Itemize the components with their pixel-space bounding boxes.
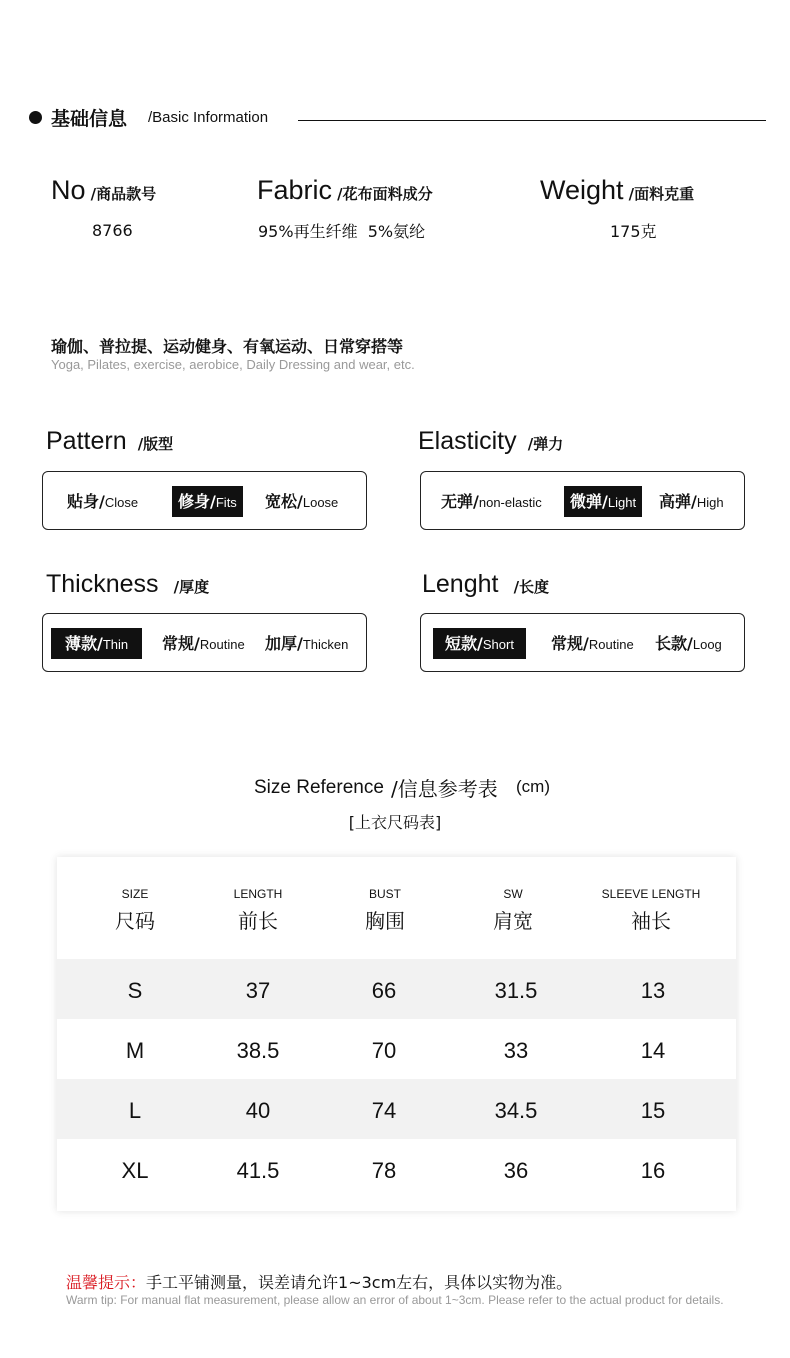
thickness-option-routine: 常规/Routine xyxy=(162,634,245,653)
info-no-label: No xyxy=(51,175,86,205)
length-option-short: 短款/Short xyxy=(433,628,526,659)
info-fabric-label: Fabric xyxy=(257,175,333,205)
uses-en: Yoga, Pilates, exercise, aerobice, Daily Dressing and wear, etc. xyxy=(51,357,415,372)
table-row xyxy=(57,959,736,1019)
elasticity-sub: /弹力 xyxy=(527,435,564,453)
thickness-option-thicken: 加厚/Thicken xyxy=(265,634,349,653)
section-title-cn: 基础信息 xyxy=(51,108,128,130)
elasticity-options xyxy=(420,471,745,530)
info-fabric xyxy=(257,175,433,206)
size-table-header xyxy=(57,857,736,958)
pattern-title: Pattern xyxy=(46,427,127,455)
length-option-routine: 常规/Routine xyxy=(551,634,634,653)
info-weight-sub: /面料克重 xyxy=(628,185,695,203)
table-row xyxy=(57,1019,736,1079)
length-option-loog: 长款/Loog xyxy=(655,634,722,653)
column-size: SIZE 尺码 xyxy=(115,887,155,933)
thickness-heading xyxy=(46,570,209,599)
length-sub: /长度 xyxy=(513,578,550,596)
elasticity-title: Elasticity xyxy=(418,427,517,455)
uses-cn: 瑜伽、普拉提、运动健身、有氧运动、日常穿搭等 xyxy=(51,337,404,356)
cell-bust: 70 xyxy=(371,1038,397,1063)
bullet-icon xyxy=(29,111,42,124)
length-heading xyxy=(422,570,549,599)
column-sw: SW 肩宽 xyxy=(493,887,533,933)
size-table xyxy=(57,857,736,1211)
cell-size: L xyxy=(128,1098,142,1123)
size-reference-subtitle: [上衣尺码表] xyxy=(348,813,442,832)
cell-sw: 34.5 xyxy=(494,1098,538,1123)
cell-sw: 36 xyxy=(503,1158,529,1183)
cell-length: 37 xyxy=(245,978,271,1003)
thickness-option-thin: 薄款/Thin xyxy=(51,628,142,659)
cell-sleeve-length: 16 xyxy=(640,1158,666,1183)
column-bust: BUST 胸围 xyxy=(365,887,405,933)
cell-length: 40 xyxy=(245,1098,271,1123)
thickness-options xyxy=(42,613,367,672)
size-reference-title-en: Size Reference xyxy=(254,777,384,798)
info-no xyxy=(51,175,156,206)
cell-sleeve-length: 14 xyxy=(640,1038,666,1063)
cell-length: 41.5 xyxy=(236,1158,280,1183)
info-weight-label: Weight xyxy=(540,175,624,205)
pattern-option-loose: 宽松/Loose xyxy=(265,492,339,511)
pattern-sub: /版型 xyxy=(137,435,174,453)
elasticity-option-light: 微弹/Light xyxy=(564,486,642,517)
section-title-en: /Basic Information xyxy=(148,109,269,126)
info-no-sub: /商品款号 xyxy=(90,185,157,203)
warm-tip-text: 手工平铺测量，误差请允许1~3cm左右，具体以实物为准。 xyxy=(146,1273,573,1292)
cell-size: S xyxy=(127,978,143,1003)
thickness-title: Thickness xyxy=(46,570,159,598)
cell-length: 38.5 xyxy=(236,1038,280,1063)
thickness-sub: /厚度 xyxy=(173,578,210,596)
elasticity-option-high: 高弹/High xyxy=(659,492,724,511)
warm-tip-en: Warm tip: For manual flat measurement, please allow an error of about 1~3cm. Please refer to the actual product for details. xyxy=(66,1293,724,1307)
info-weight-value: 175克 xyxy=(610,222,657,241)
column-sleeve-length: SLEEVE LENGTH 袖长 xyxy=(601,887,701,933)
elasticity-option-non-elastic: 无弹/non-elastic xyxy=(441,492,542,511)
cell-sleeve-length: 15 xyxy=(640,1098,666,1123)
size-reference-title-cn: /信息参考表 xyxy=(391,777,498,801)
cell-sw: 31.5 xyxy=(494,978,538,1003)
pattern-heading xyxy=(46,427,173,456)
length-title: Lenght xyxy=(422,570,499,598)
size-reference-unit: (cm) xyxy=(516,777,550,796)
warm-tip xyxy=(66,1270,572,1293)
cell-bust: 78 xyxy=(371,1158,397,1183)
cell-sleeve-length: 13 xyxy=(640,978,666,1003)
pattern-option-close: 贴身/Close xyxy=(67,492,139,511)
cell-size: M xyxy=(125,1038,145,1063)
info-weight xyxy=(540,175,694,206)
cell-size: XL xyxy=(121,1158,149,1183)
cell-bust: 74 xyxy=(371,1098,397,1123)
info-fabric-sub: /花布面料成分 xyxy=(337,185,433,203)
elasticity-heading xyxy=(418,427,563,456)
length-options xyxy=(420,613,745,672)
cell-sw: 33 xyxy=(503,1038,529,1063)
pattern-options xyxy=(42,471,367,530)
info-fabric-value: 95%再生纤维 5%氨纶 xyxy=(258,222,426,241)
info-no-value: 8766 xyxy=(92,221,133,240)
column-length: LENGTH 前长 xyxy=(233,887,283,933)
table-row xyxy=(57,1139,736,1199)
warm-tip-label: 温馨提示： xyxy=(66,1273,147,1292)
table-row xyxy=(57,1079,736,1139)
divider xyxy=(298,120,766,121)
pattern-option-fits: 修身/Fits xyxy=(172,486,243,517)
cell-bust: 66 xyxy=(371,978,397,1003)
